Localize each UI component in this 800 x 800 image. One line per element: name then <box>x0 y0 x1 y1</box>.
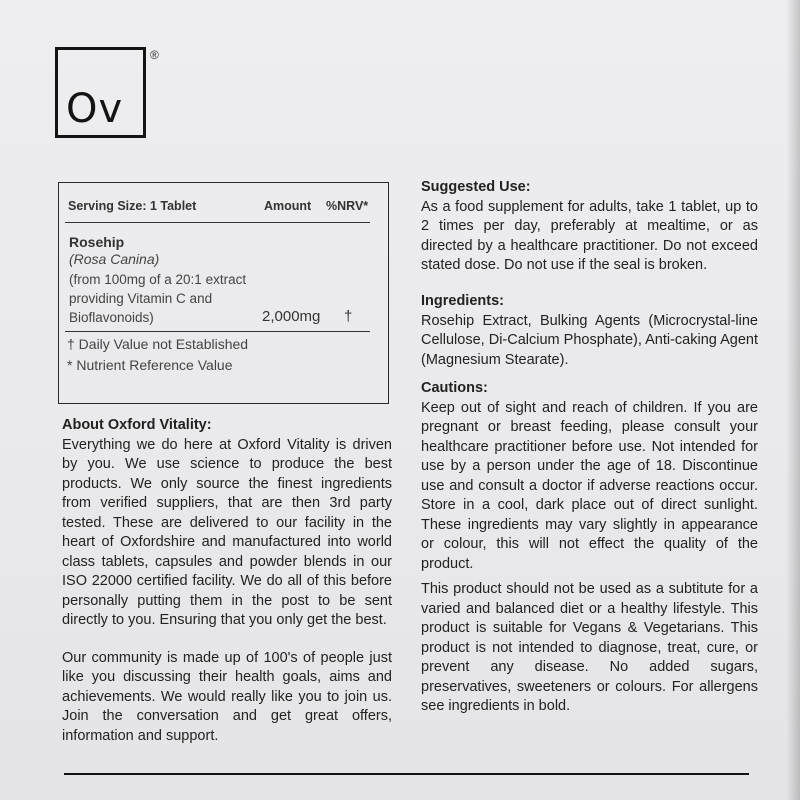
nrv-note: * Nutrient Reference Value <box>67 357 233 373</box>
edge-shadow <box>786 0 800 800</box>
footer-divider <box>65 331 370 332</box>
ingredient-nrv: † <box>344 308 353 325</box>
ingredients-heading: Ingredients: <box>421 293 504 309</box>
suggested-use-heading: Suggested Use: <box>421 179 531 195</box>
registered-mark: ® <box>150 48 159 62</box>
cautions-section <box>421 379 758 574</box>
ingredients-text: Rosehip Extract, Bulking Agents (Microcrystal-line Cellulose, Di-Calcium Phosphate), Anti-caking Agent (Magnesium Stearate). <box>421 312 758 368</box>
brand-logo <box>55 47 146 138</box>
ingredient-name: Rosehip <box>69 234 125 250</box>
about-paragraph-2: Our community is made up of 100's of people just like you discussing their health goals, aims and achievements. We would really like you to join us. Join the conversation and get great offers, information and support. <box>62 649 392 744</box>
nutrition-table <box>58 182 389 404</box>
ingredient-description: (from 100mg of a 20:1 extract providing Vitamin C and Bioflavonoids) <box>69 272 247 325</box>
logo-mark: Ov <box>66 86 124 132</box>
disclaimer-section <box>421 580 758 717</box>
cautions-heading: Cautions: <box>421 380 488 396</box>
ingredient-amount: 2,000mg <box>262 308 321 325</box>
suggested-use-section <box>421 178 758 276</box>
ingredients-section <box>421 292 758 370</box>
daily-value-note: † Daily Value not Established <box>67 336 249 352</box>
about-section <box>62 416 392 746</box>
about-heading: About Oxford Vitality: <box>62 417 212 433</box>
bottom-divider <box>64 773 749 775</box>
suggested-use-text: As a food supplement for adults, take 1 tablet, up to 2 times per day, preferably at mealtime, or as directed by a healthcare practitioner. Do not exceed stated dose. Do not use if the seal is broken. <box>421 198 758 273</box>
cautions-text: Keep out of sight and reach of children. If you are pregnant or breast feeding, please consult your healthcare practitioner before use. Not intended for use by a person under the age of 18. Discontinue use and consult a doctor if adverse reactions occur. Store in a cool, dark place out of direct sunlight. These ingredients may vary slightly in appearance or colour, this will not effect the quality of the product. <box>421 399 758 572</box>
ingredient-latin-name: (Rosa Canina) <box>69 251 160 267</box>
disclaimer-text: This product should not be used as a subtitute for a varied and balanced diet or a healthy lifestyle. This product is suitable for Vegans & Vegetarians. This product is not intended to diagnose, treat, cure, or prevent any disease. No added sugars, preservatives, sweeteners or colours. For allergens see ingredients in bold. <box>421 581 758 714</box>
serving-size-label: Serving Size: 1 Tablet <box>68 199 197 213</box>
header-divider <box>65 222 370 223</box>
nrv-header: %NRV* <box>326 199 369 213</box>
amount-header: Amount <box>264 199 312 213</box>
nutrition-header <box>68 199 378 213</box>
about-paragraph-1: Everything we do here at Oxford Vitality is driven by you. We use science to produce the best products. We only source the finest ingredients from verified suppliers, that are then 3rd party tested. These are delivered to our facility in the heart of Oxfordshire and manufactured into world class tablets, capsules and powder blends in our ISO 22000 certified facility. We do all of this before personally putting them in the post to be sent directly to you. Ensuring that you only get the best. <box>62 436 392 628</box>
